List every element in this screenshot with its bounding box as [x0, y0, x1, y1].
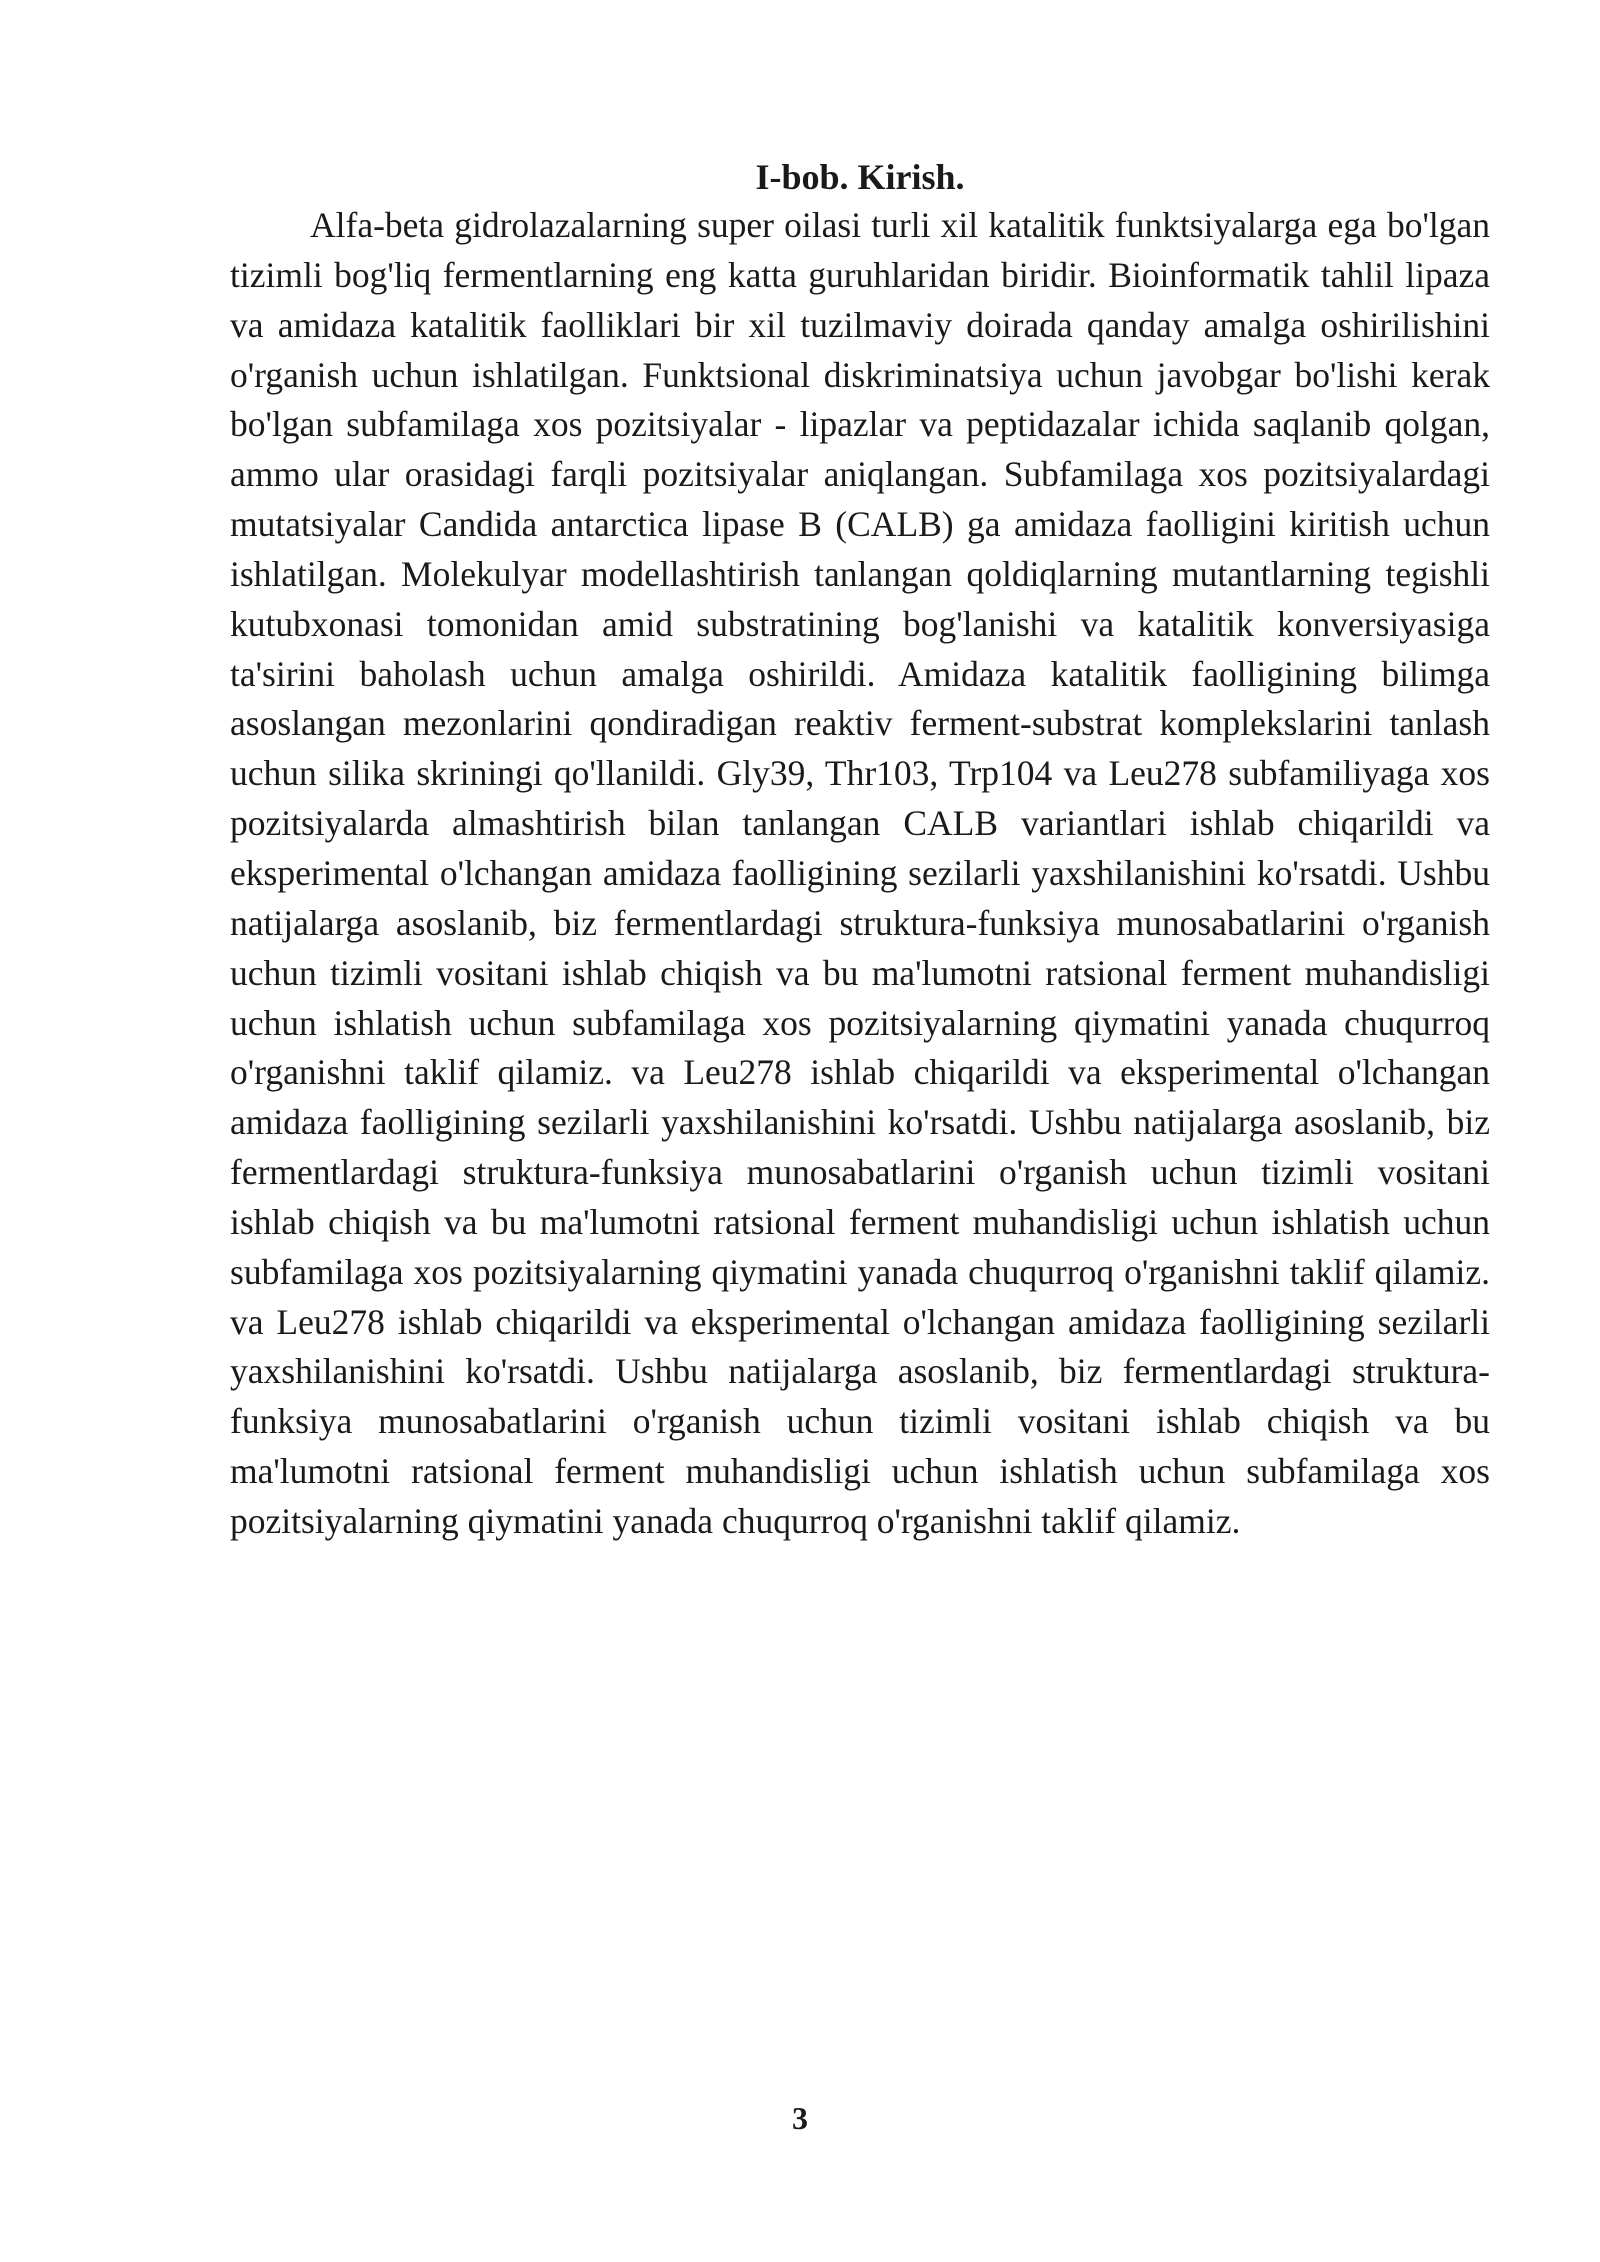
chapter-heading: I-bob. Kirish.: [755, 157, 965, 197]
page-number: 3: [792, 2100, 808, 2136]
body-paragraph: Alfa-beta gidrolazalarning super oilasi turli xil katalitik funktsiyalarga ega bo'lgan tizimli bog'liq fermentlarning eng katta guruhlaridan biridir. Bioinformatik tahlil lipaza va amidaza katalitik faolliklari bir xil tuzilmaviy doirada qanday amalga oshirilishini o'rganish uchun ishlatilgan. Funktsional diskriminatsiya uchun javobgar bo'lishi kerak bo'lgan subfamilaga xos pozitsiyalar - lipazlar va peptidazalar ichida saqlanib qolgan, ammo ular orasidagi farqli pozitsiyalar aniqlangan. Subfamilaga xos pozitsiyalardagi mutatsiyalar Candida antarctica lipase B (CALB) ga amidaza faolligini kiritish uchun ishlatilgan. Molekulyar modellashtirish tanlangan qoldiqlarning mutantlarning tegishli kutubxonasi tomonidan amid substratining bog'lanishi va katalitik konversiyasiga ta'sirini baholash uchun amalga oshirildi. Amidaza katalitik faolligining bilimga asoslangan mezonlarini qondiradigan reaktiv ferment-substrat komplekslarini tanlash uchun silika skriningi qo'llanildi. Gly39, Thr103, Trp104 va Leu278 subfamiliyaga xos pozitsiyalarda almashtirish bilan tanlangan CALB variantlari ishlab chiqarildi va eksperimental o'lchangan amidaza faolligining sezilarli yaxshilanishini ko'rsatdi. Ushbu natijalarga asoslanib, biz fermentlardagi struktura-funksiya munosabatlarini o'rganish uchun tizimli vositani ishlab chiqish va bu ma'lumotni ratsional ferment muhandisligi uchun ishlatish uchun subfamilaga xos pozitsiyalarning qiymatini yanada chuqurroq o'rganishni taklif qilamiz. va Leu278 ishlab chiqarildi va eksperimental o'lchangan amidaza faolligining sezilarli yaxshilanishini ko'rsatdi. Ushbu natijalarga asoslanib, biz fermentlardagi struktura-funksiya munosabatlarini o'rganish uchun tizimli vositani ishlab chiqish va bu ma'lumotni ratsional ferment muhandisligi uchun ishlatish uchun subfamilaga xos pozitsiyalarning qiymatini yanada chuqurroq o'rganishni taklif qilamiz. va Leu278 ishlab chiqarildi va eksperimental o'lchangan amidaza faolligining sezilarli yaxshilanishini ko'rsatdi. Ushbu natijalarga asoslanib, biz fermentlardagi struktura-funksiya munosabatlarini o'rganish uchun tizimli vositani ishlab chiqish va bu ma'lumotni ratsional ferment muhandisligi uchun ishlatish uchun subfamilaga xos pozitsiyalarning qiymatini yanada chuqurroq o'rganishni taklif qilamiz.: [230, 205, 1490, 1541]
